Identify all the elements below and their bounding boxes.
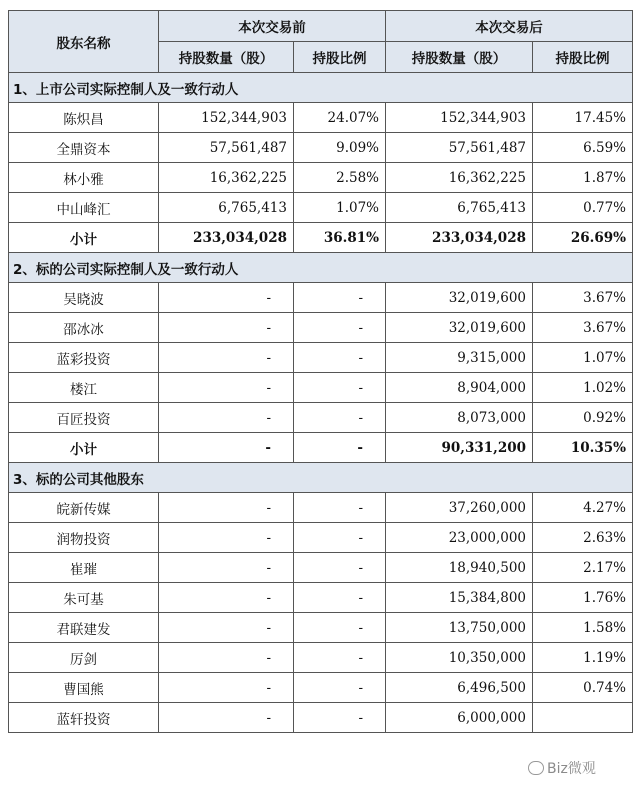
after-ratio-cell: 1.07%: [533, 343, 633, 373]
before-shares-cell: -: [159, 433, 294, 463]
before-shares-cell: -: [159, 643, 294, 673]
after-ratio-cell: 1.58%: [533, 613, 633, 643]
holder-name-cell: 崔璀: [9, 553, 159, 583]
after-ratio-cell: 3.67%: [533, 283, 633, 313]
section-title: 1、上市公司实际控制人及一致行动人: [9, 73, 633, 103]
holder-name-cell: 君联建发: [9, 613, 159, 643]
after-ratio-cell: 6.59%: [533, 133, 633, 163]
holder-name-cell: 小计: [9, 433, 159, 463]
holder-name-cell: 林小雅: [9, 163, 159, 193]
before-ratio-header: 持股比例: [294, 42, 386, 73]
before-ratio-cell: -: [294, 343, 386, 373]
before-shares-cell: -: [159, 583, 294, 613]
after-shares-header: 持股数量（股）: [386, 42, 533, 73]
after-ratio-cell: 4.27%: [533, 493, 633, 523]
before-ratio-cell: -: [294, 373, 386, 403]
after-ratio-cell: 3.67%: [533, 313, 633, 343]
after-shares-cell: 13,750,000: [386, 613, 533, 643]
before-ratio-cell: 24.07%: [294, 103, 386, 133]
table-row: [9, 493, 633, 523]
after-shares-cell: 10,350,000: [386, 643, 533, 673]
table-row: [9, 553, 633, 583]
before-shares-cell: -: [159, 283, 294, 313]
section-header-row: [9, 73, 633, 103]
before-shares-cell: -: [159, 523, 294, 553]
before-ratio-cell: -: [294, 313, 386, 343]
before-ratio-cell: -: [294, 283, 386, 313]
before-ratio-cell: -: [294, 673, 386, 703]
after-ratio-cell: 0.74%: [533, 673, 633, 703]
before-ratio-cell: -: [294, 613, 386, 643]
before-ratio-cell: -: [294, 403, 386, 433]
holder-name-cell: 全鼎资本: [9, 133, 159, 163]
after-ratio-header: 持股比例: [533, 42, 633, 73]
before-shares-cell: -: [159, 703, 294, 733]
after-ratio-cell: 1.02%: [533, 373, 633, 403]
before-ratio-cell: -: [294, 553, 386, 583]
before-shares-cell: -: [159, 553, 294, 583]
holder-name-cell: 楼江: [9, 373, 159, 403]
table-row: [9, 703, 633, 733]
table-row: [9, 313, 633, 343]
after-shares-cell: 233,034,028: [386, 223, 533, 253]
before-shares-header: 持股数量（股）: [159, 42, 294, 73]
table-row: [9, 163, 633, 193]
holder-name-cell: 润物投资: [9, 523, 159, 553]
table-row: [9, 373, 633, 403]
subtotal-row: [9, 433, 633, 463]
holder-name-cell: 蓝彩投资: [9, 343, 159, 373]
before-shares-cell: -: [159, 403, 294, 433]
table-row: [9, 193, 633, 223]
before-ratio-cell: 36.81%: [294, 223, 386, 253]
after-shares-cell: 152,344,903: [386, 103, 533, 133]
table-row: [9, 103, 633, 133]
after-shares-cell: 6,765,413: [386, 193, 533, 223]
shareholding-table: [8, 10, 633, 733]
after-shares-cell: 8,904,000: [386, 373, 533, 403]
holder-name-header: 股东名称: [9, 11, 159, 73]
before-shares-cell: -: [159, 673, 294, 703]
before-shares-cell: 6,765,413: [159, 193, 294, 223]
before-ratio-cell: 1.07%: [294, 193, 386, 223]
after-shares-cell: 90,331,200: [386, 433, 533, 463]
watermark-text: Biz微观: [547, 761, 596, 777]
holder-name-cell: 曹国熊: [9, 673, 159, 703]
table-row: [9, 523, 633, 553]
after-shares-cell: 57,561,487: [386, 133, 533, 163]
holder-name-cell: 蓝轩投资: [9, 703, 159, 733]
after-shares-cell: 15,384,800: [386, 583, 533, 613]
before-shares-cell: -: [159, 343, 294, 373]
before-ratio-cell: 9.09%: [294, 133, 386, 163]
table-row: [9, 283, 633, 313]
section-header-row: [9, 253, 633, 283]
wechat-icon: [528, 761, 544, 775]
before-ratio-cell: -: [294, 523, 386, 553]
after-ratio-cell: 0.77%: [533, 193, 633, 223]
holder-name-cell: 百匠投资: [9, 403, 159, 433]
before-shares-cell: 152,344,903: [159, 103, 294, 133]
before-ratio-cell: -: [294, 583, 386, 613]
before-shares-cell: -: [159, 613, 294, 643]
table-row: [9, 583, 633, 613]
before-shares-cell: -: [159, 373, 294, 403]
after-ratio-cell: 0.92%: [533, 403, 633, 433]
after-shares-cell: 6,496,500: [386, 673, 533, 703]
before-ratio-cell: -: [294, 643, 386, 673]
holder-name-cell: 朱可基: [9, 583, 159, 613]
watermark: [528, 758, 596, 778]
table-row: [9, 673, 633, 703]
table-row: [9, 133, 633, 163]
section-header-row: [9, 463, 633, 493]
after-ratio-cell: 2.17%: [533, 553, 633, 583]
table-row: [9, 613, 633, 643]
holder-name-cell: 吴晓波: [9, 283, 159, 313]
after-shares-cell: 32,019,600: [386, 283, 533, 313]
before-shares-cell: -: [159, 493, 294, 523]
after-ratio-cell: [533, 703, 633, 733]
table-row: [9, 403, 633, 433]
after-shares-cell: 8,073,000: [386, 403, 533, 433]
after-shares-cell: 18,940,500: [386, 553, 533, 583]
after-ratio-cell: 1.87%: [533, 163, 633, 193]
table-row: [9, 343, 633, 373]
after-ratio-cell: 17.45%: [533, 103, 633, 133]
table-body: [9, 73, 633, 733]
after-shares-cell: 37,260,000: [386, 493, 533, 523]
section-title: 2、标的公司实际控制人及一致行动人: [9, 253, 633, 283]
after-ratio-cell: 2.63%: [533, 523, 633, 553]
before-ratio-cell: 2.58%: [294, 163, 386, 193]
before-ratio-cell: -: [294, 703, 386, 733]
before-ratio-cell: -: [294, 493, 386, 523]
header-row-1: [9, 11, 633, 42]
after-trade-header: 本次交易后: [386, 11, 633, 42]
before-shares-cell: 16,362,225: [159, 163, 294, 193]
holder-name-cell: 邵冰冰: [9, 313, 159, 343]
before-shares-cell: -: [159, 313, 294, 343]
before-ratio-cell: -: [294, 433, 386, 463]
after-ratio-cell: 1.19%: [533, 643, 633, 673]
holder-name-cell: 中山峰汇: [9, 193, 159, 223]
holder-name-cell: 小计: [9, 223, 159, 253]
holder-name-cell: 陈炽昌: [9, 103, 159, 133]
table-row: [9, 643, 633, 673]
before-shares-cell: 233,034,028: [159, 223, 294, 253]
after-ratio-cell: 10.35%: [533, 433, 633, 463]
holder-name-cell: 厉剑: [9, 643, 159, 673]
subtotal-row: [9, 223, 633, 253]
holder-name-cell: 皖新传媒: [9, 493, 159, 523]
after-shares-cell: 16,362,225: [386, 163, 533, 193]
after-shares-cell: 9,315,000: [386, 343, 533, 373]
before-shares-cell: 57,561,487: [159, 133, 294, 163]
section-title: 3、标的公司其他股东: [9, 463, 633, 493]
before-trade-header: 本次交易前: [159, 11, 386, 42]
after-ratio-cell: 26.69%: [533, 223, 633, 253]
after-shares-cell: 32,019,600: [386, 313, 533, 343]
after-shares-cell: 6,000,000: [386, 703, 533, 733]
after-shares-cell: 23,000,000: [386, 523, 533, 553]
after-ratio-cell: 1.76%: [533, 583, 633, 613]
